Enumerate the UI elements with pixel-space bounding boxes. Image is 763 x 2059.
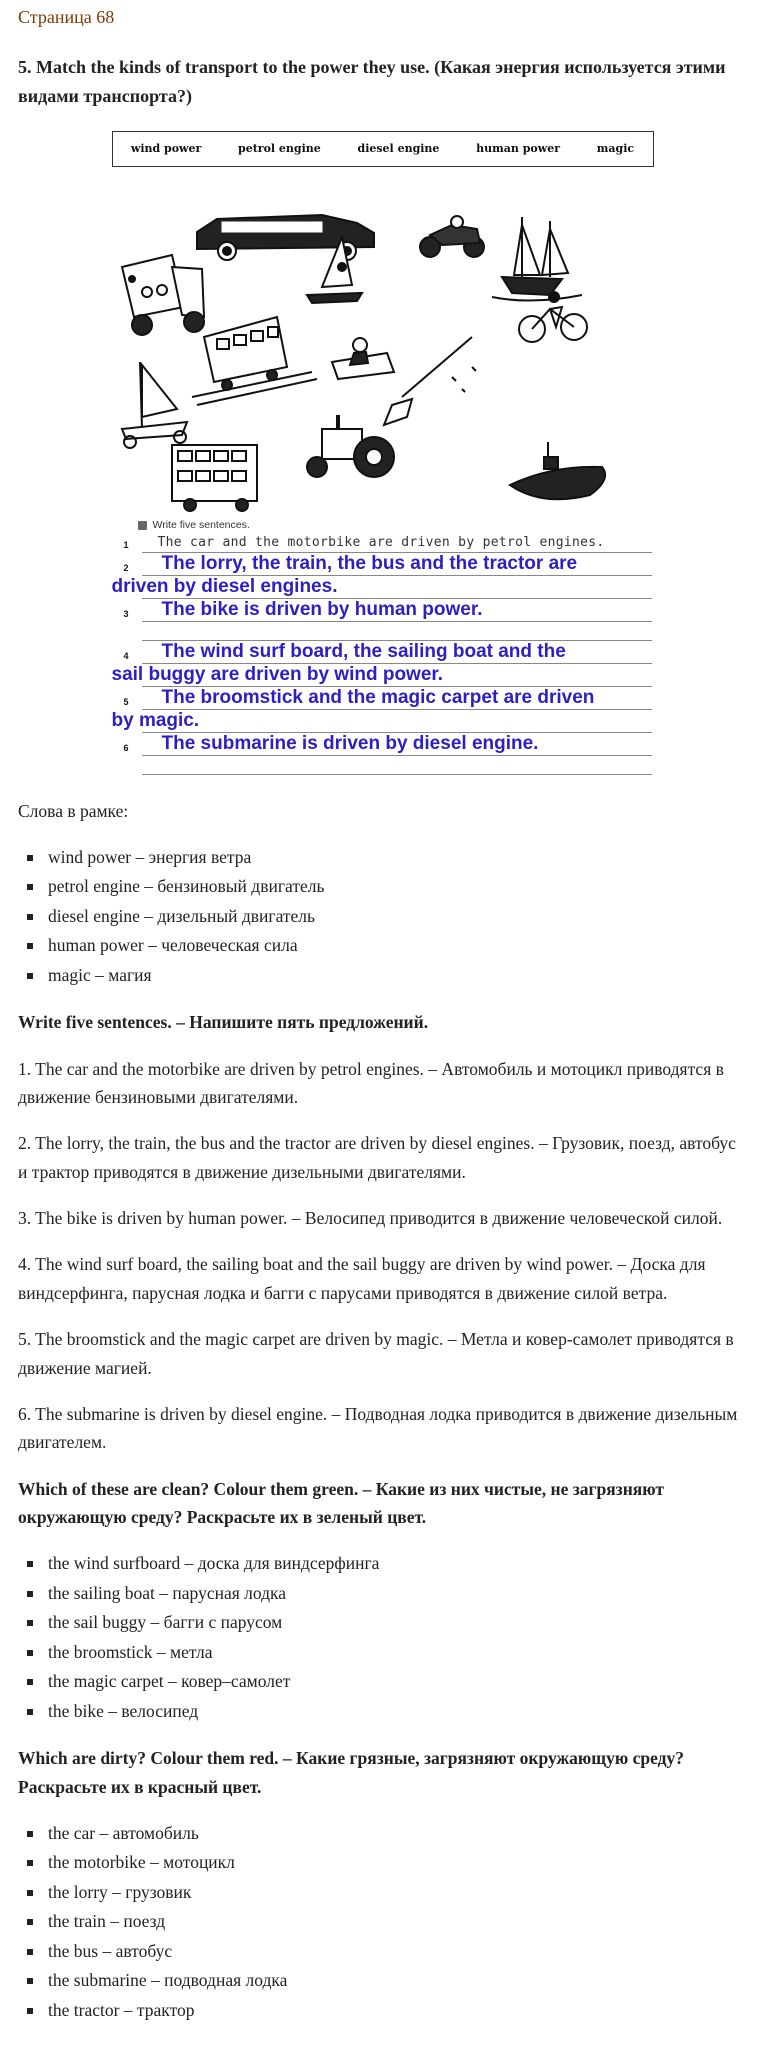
answer-paragraph: 1. The car and the motorbike are driven by petrol engines. – Автомобиль и мотоцикл приводятся в движение бензиновыми двигателями. [18,1058,724,1108]
bike-drawing [519,292,587,342]
sentence-line [123,534,652,553]
list-item: the wind surfboard – доска для виндсерфинга [48,1549,745,1579]
sentence-line [123,640,652,664]
sentence-line [111,575,652,599]
clean-list [18,1549,745,1726]
list-item: the bus – автобус [48,1937,745,1967]
answer-sentence-continued: driven by diesel engines. [111,575,338,597]
transport-drawings [112,167,652,519]
line-number: 3 [123,608,129,619]
answer-sentence: The bike is driven by human power. [161,598,483,620]
answer-paragraph: 2. The lorry, the train, the bus and the tractor are driven by diesel engines. – Грузовик, поезд, автобус и трактор приводятся в движение дизельными двигателями. [18,1133,736,1182]
list-item: magic – магия [48,961,745,991]
word-box [112,131,654,167]
page-label: Страница 68 [18,7,115,27]
answer-sentence: The broomstick and the magic carpet are driven [161,686,595,708]
dirty-heading: Which are dirty? Colour them red. – Какие грязные, загрязняют окружающую среду? Раскрасьте их в красный цвет. [18,1748,684,1797]
word-box-item: magic [596,142,635,156]
answer-sentence: The submarine is driven by diesel engine. [161,732,539,754]
answer-paragraph: 4. The wind surf board, the sailing boat and the sail buggy are driven by wind power. – Доска для виндсерфинга, парусная лодка и багги с парусами приводятся в движение силой ветра. [18,1254,706,1303]
lorry-drawing [122,255,204,335]
sailing-boat-drawing [492,217,582,301]
train-drawing [192,317,317,405]
list-item: the car – автомобиль [48,1819,745,1849]
words-heading: Слова в рамке: [18,800,129,821]
line-number: 2 [123,562,129,573]
answer-sentence-continued: by magic. [111,709,200,731]
car-drawing [197,215,374,260]
list-item: the train – поезд [48,1907,745,1937]
list-item: human power – человеческая сила [48,931,745,961]
list-item: the submarine – подводная лодка [48,1966,745,1996]
example-sentence: The car and the motorbike are driven by petrol engines. [157,534,605,550]
answer-sentence: The wind surf board, the sailing boat and the [161,640,566,662]
list-item: diesel engine – дизельный двигатель [48,902,745,932]
broomstick-drawing [384,337,476,425]
sentence-line [123,732,652,756]
sentence-line [142,756,652,775]
list-item: the sailing boat – парусная лодка [48,1579,745,1609]
answer-paragraph: 5. The broomstick and the magic carpet are driven by magic. – Метла и ковер-самолет приводятся в движение магией. [18,1329,734,1378]
line-number: 6 [123,742,129,753]
word-box-item: human power [476,142,561,156]
list-item: petrol engine – бензиновый двигатель [48,872,745,902]
line-number: 5 [123,696,129,707]
answer-sentence-continued: sail buggy are driven by wind power. [111,663,444,685]
answer-paragraph: 6. The submarine is driven by diesel engine. – Подводная лодка приводится в движение дизельным двигателем. [18,1403,738,1453]
sail-buggy-drawing [122,362,187,448]
instruction-text: Write five sentences. [152,518,250,531]
bus-drawing [172,445,257,511]
list-item: the sail buggy – багги с парусом [48,1608,745,1638]
sentence-line [111,663,652,687]
sentence-line [142,622,652,641]
list-item: the bike – велосипед [48,1697,745,1727]
sentence-line [111,709,652,733]
list-item: wind power – энергия ветра [48,843,745,873]
list-item: the magic carpet – ковер–самолет [48,1667,745,1697]
sentence-line [123,598,652,622]
answer-sentence: The lorry, the train, the bus and the tractor are [161,552,578,574]
sentence-lines [112,534,652,775]
magic-carpet-drawing [332,338,394,379]
answer-paragraph: 3. The bike is driven by human power. – Велосипед приводится в движение человеческой силой. [18,1208,723,1229]
tractor-drawing [307,415,394,477]
word-box-item: petrol engine [238,142,321,156]
motorbike-drawing [420,216,484,257]
word-box-item: diesel engine [357,142,440,156]
submarine-drawing [510,442,605,499]
words-list [18,843,745,991]
line-number: 1 [123,539,129,550]
clean-heading: Which of these are clean? Colour them green. – Какие из них чистые, не загрязняют окружающую среду? Раскрасьте их в зеленый цвет. [18,1478,665,1527]
list-item: the broomstick – метла [48,1638,745,1668]
line-number: 4 [123,650,129,661]
exercise-figure [112,131,652,775]
write-heading: Write five sentences. – Напишите пять предложений. [18,1012,429,1033]
sentence-line [123,552,652,576]
word-box-item: wind power [130,142,202,156]
task-title: 5. Match the kinds of transport to the power they use. (Какая энергия используется этими видами транспорта?) [18,57,726,107]
list-item: the lorry – грузовик [48,1878,745,1908]
exercise-instruction [138,519,652,532]
list-item: the tractor – трактор [48,1996,745,2026]
list-item: the motorbike – мотоцикл [48,1848,745,1878]
dirty-list [18,1819,745,2026]
sentence-line [123,686,652,710]
square-icon [138,521,147,530]
